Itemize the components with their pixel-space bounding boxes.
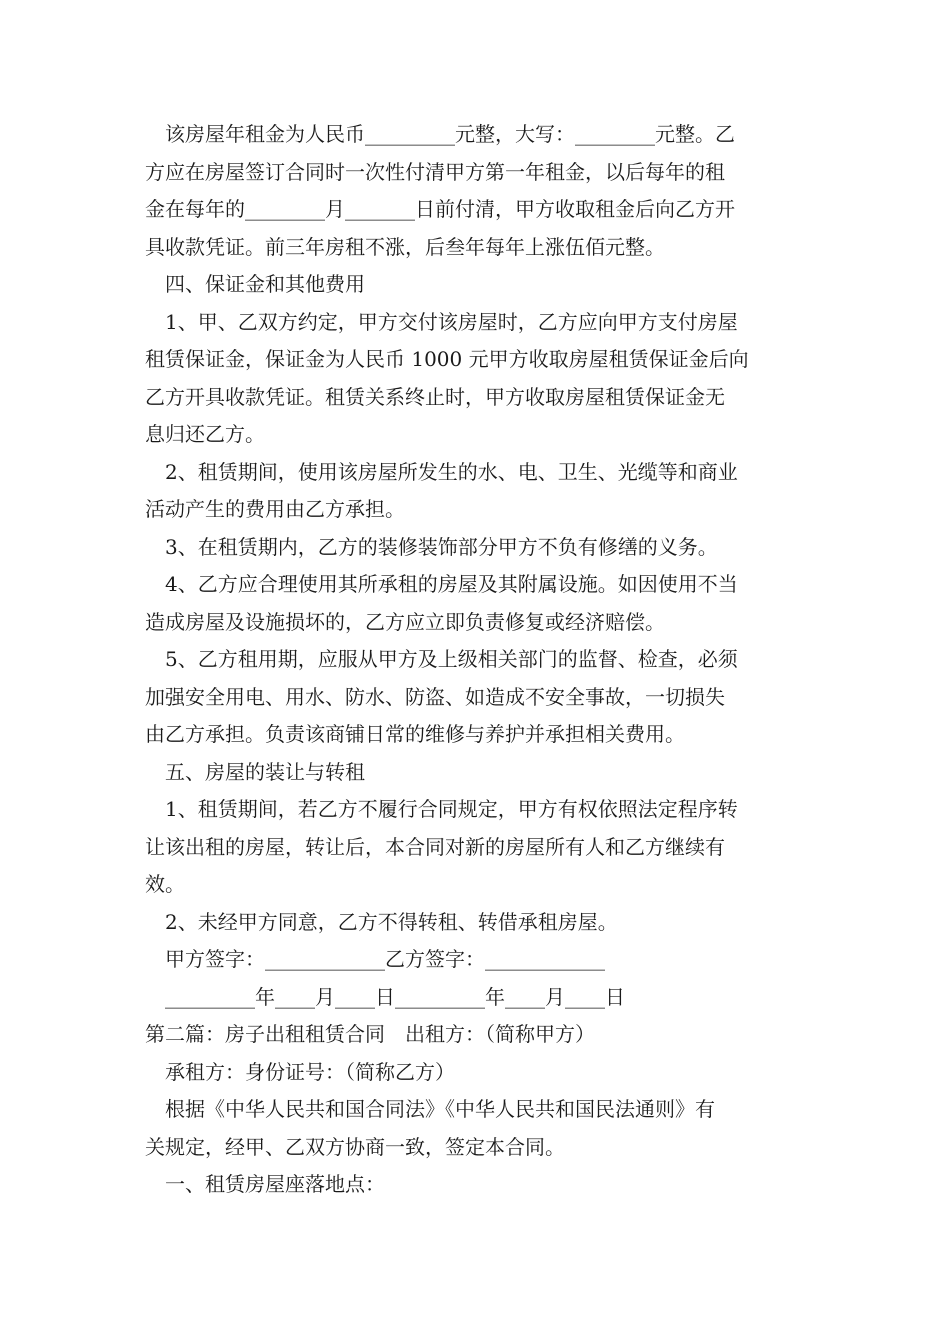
text-line: 加强安全用电、用水、防水、防盗、如造成不安全事故，一切损失 <box>145 684 725 709</box>
text-line: 乙方开具收款凭证。租赁关系终止时，甲方收取房屋租赁保证金无 <box>145 384 725 409</box>
text-line: 造成房屋及设施损坏的，乙方应立即负责修复或经济赔偿。 <box>145 609 665 634</box>
text-line: 具收款凭证。前三年房租不涨，后叁年每年上涨伍佰元整。 <box>145 234 665 259</box>
text-line: 由乙方承担。负责该商铺日常的维修与养护并承担相关费用。 <box>145 722 685 746</box>
text-line: 让该出租的房屋，转让后，本合同对新的房屋所有人和乙方继续有 <box>145 834 725 859</box>
document-body <box>145 116 809 1204</box>
text-line: 关规定，经甲、乙双方协商一致，签定本合同。 <box>145 1134 565 1159</box>
text-line: 1、甲、乙双方约定，甲方交付该房屋时，乙方应向甲方支付房屋 <box>145 309 738 334</box>
section-heading: 四、保证金和其他费用 <box>145 272 365 296</box>
signature-line: 甲方签字：____________乙方签字：____________ <box>145 947 605 971</box>
text-line: 活动产生的费用由乙方承担。 <box>145 497 405 521</box>
text-line: 3、在租赁期内，乙方的装修装饰部分甲方不负有修缮的义务。 <box>145 534 718 559</box>
text-line: 根据《中华人民共和国合同法》《中华人民共和国民法通则》有 <box>145 1097 715 1121</box>
text-line: 5、乙方租用期，应服从甲方及上级相关部门的监督、检查，必须 <box>145 647 738 671</box>
section-heading: 一、租赁房屋座落地点： <box>145 1172 385 1196</box>
part-two-title: 第二篇：房子出租租赁合同 出租方：（简称甲方） <box>145 1022 595 1046</box>
text-line: 该房屋年租金为人民币_________元整，大写：________元整。乙 <box>145 122 735 146</box>
text-line: 租赁保证金，保证金为人民币 1000 元甲方收取房屋租赁保证金后向 <box>145 347 749 371</box>
text-line: 2、租赁期间，使用该房屋所发生的水、电、卫生、光缆等和商业 <box>145 459 738 484</box>
text-line: 方应在房屋签订合同时一次性付清甲方第一年租金，以后每年的租 <box>145 159 725 184</box>
text-line: 效。 <box>145 872 185 896</box>
section-heading: 五、房屋的装让与转租 <box>145 759 365 784</box>
date-line: _________年____月____日_________年____月____日 <box>145 984 625 1009</box>
text-line: 金在每年的________月_______日前付清，甲方收取租金后向乙方开 <box>145 197 735 221</box>
text-line: 承租方：身份证号：（简称乙方） <box>145 1059 455 1084</box>
text-line: 息归还乙方。 <box>145 422 265 446</box>
text-line: 4、乙方应合理使用其所承租的房屋及其附属设施。如因使用不当 <box>145 572 738 596</box>
text-line: 1、租赁期间，若乙方不履行合同规定，甲方有权依照法定程序转 <box>145 797 738 821</box>
text-line: 2、未经甲方同意，乙方不得转租、转借承租房屋。 <box>145 909 618 934</box>
